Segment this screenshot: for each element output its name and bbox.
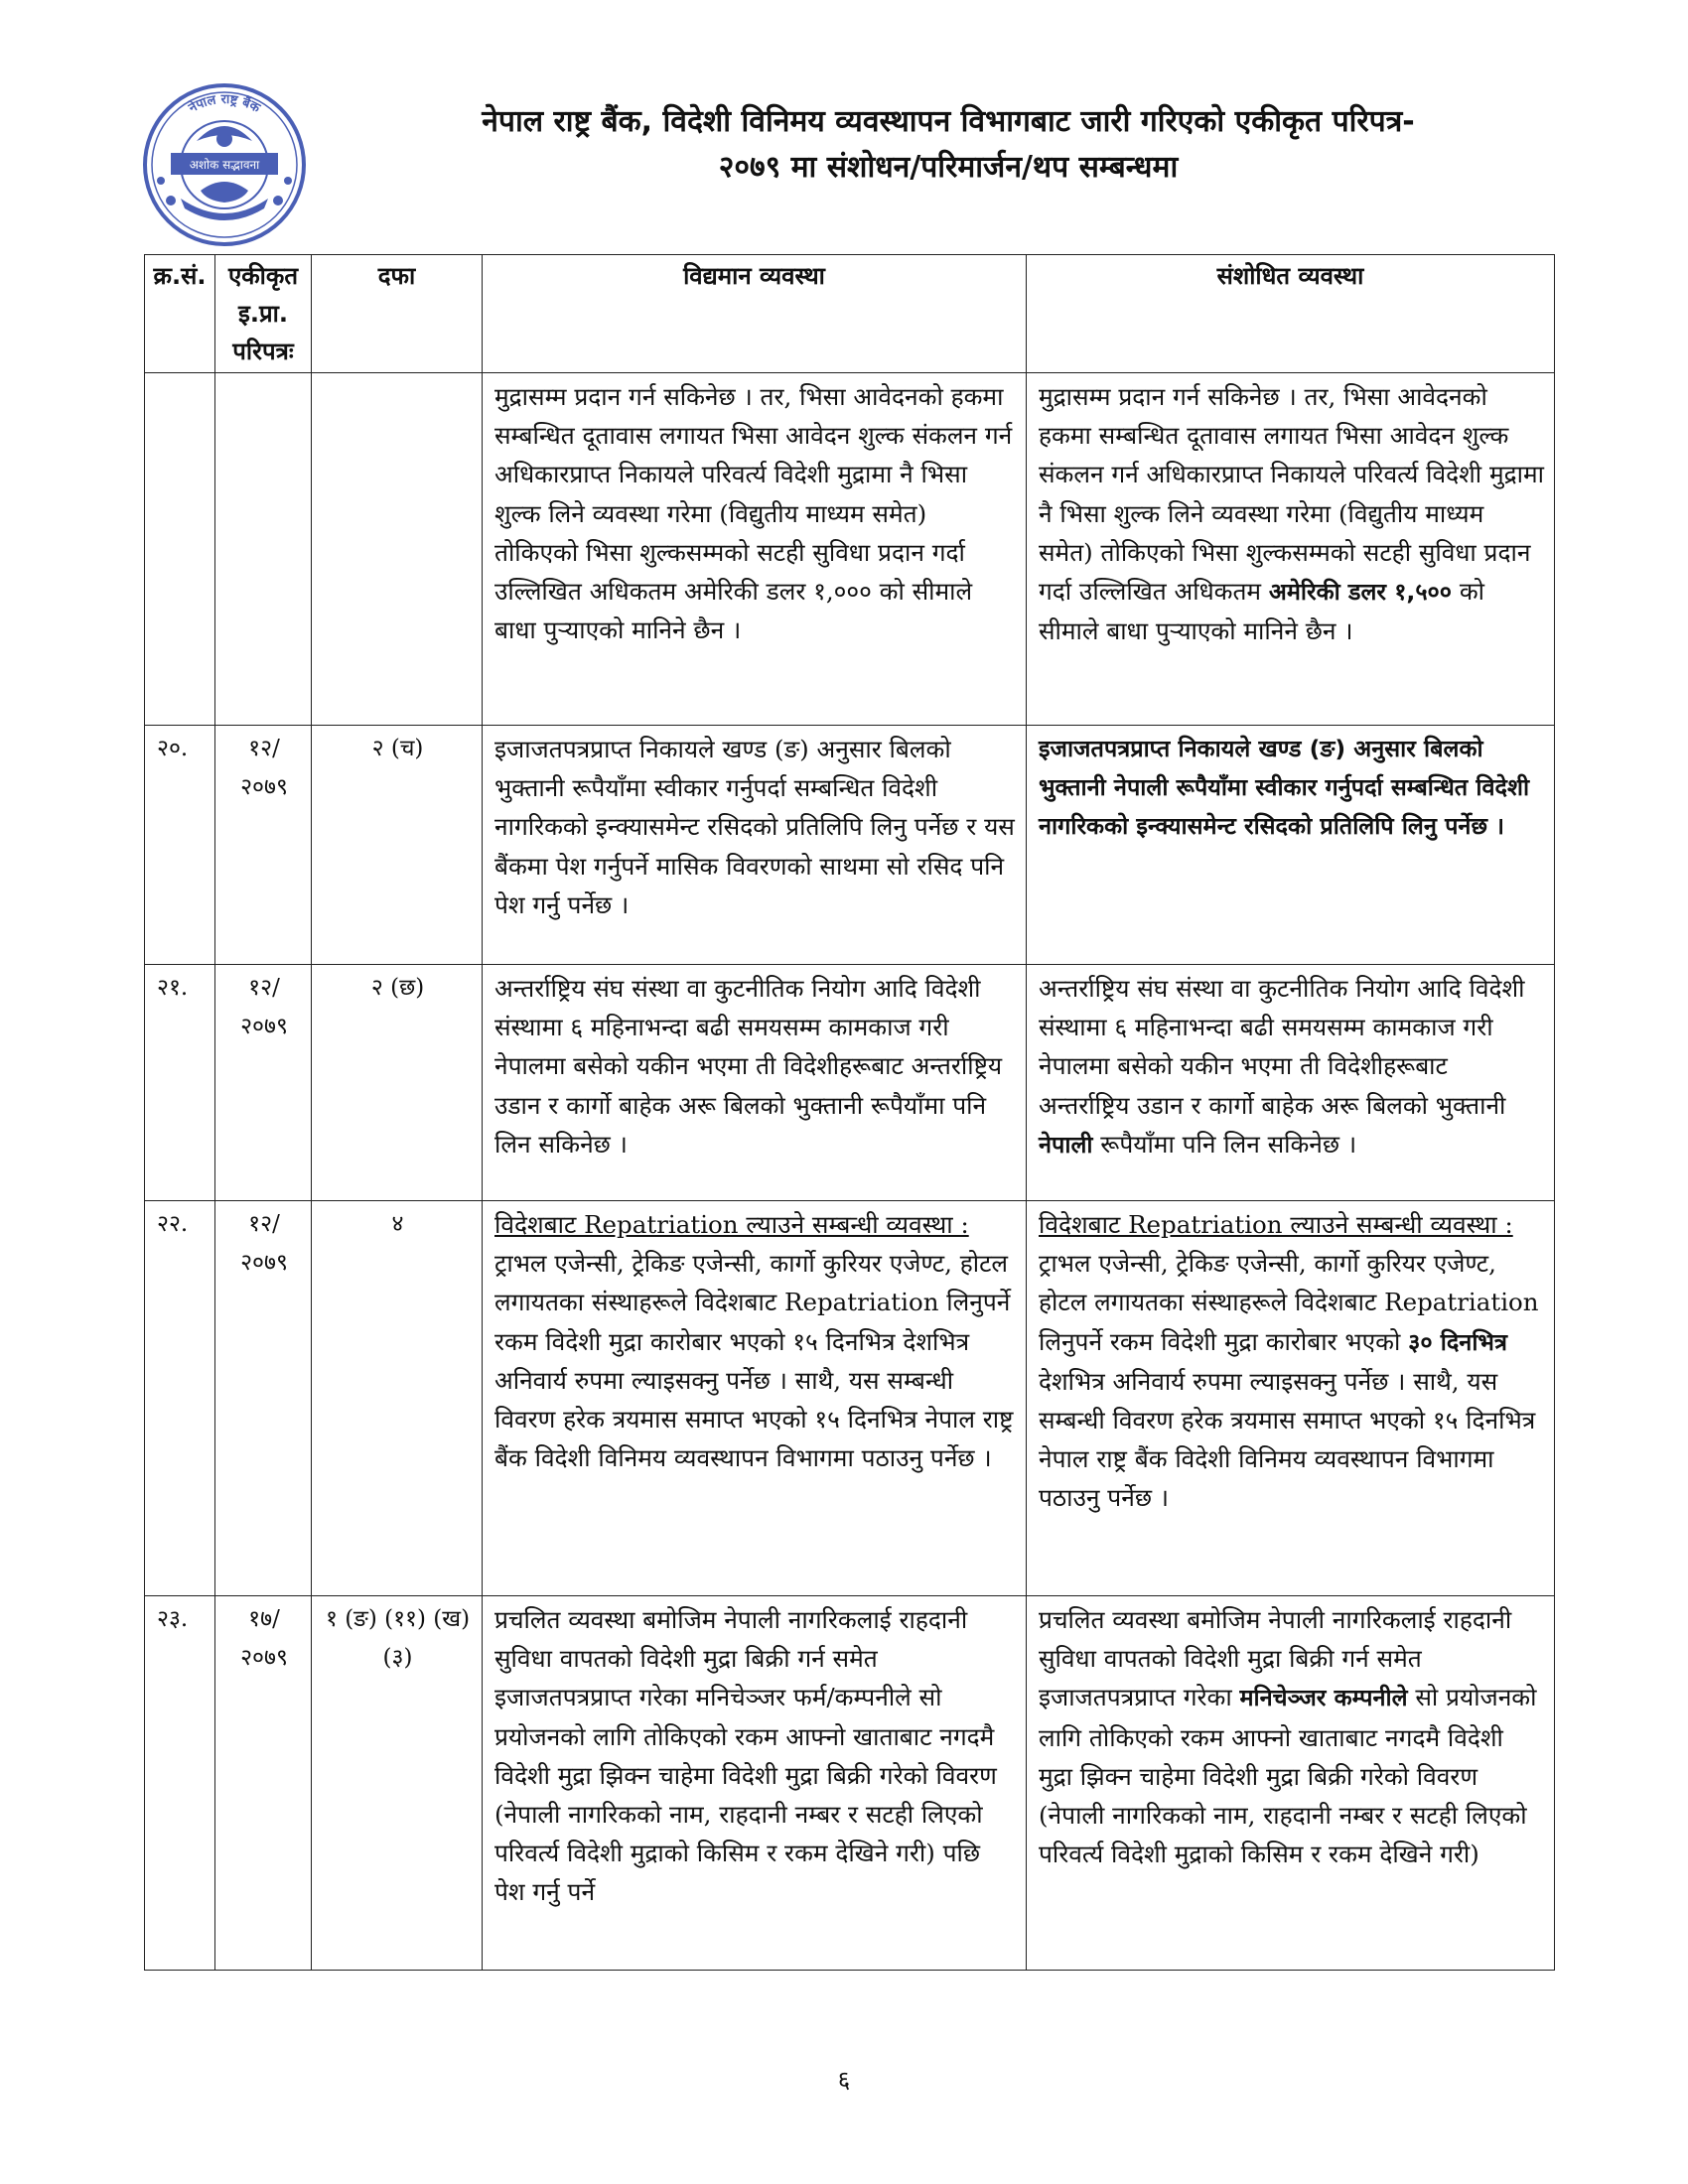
header-clause: दफा — [312, 255, 483, 373]
amended-highlight: ३० दिनभित्र — [1408, 1327, 1507, 1356]
section-heading: विदेशबाट Repatriation ल्याउने सम्बन्धी व्यवस्था : — [494, 1210, 969, 1239]
existing-cell: प्रचलित व्यवस्था बमोजिम नेपाली नागरिकलाई राहदानी सुविधा वापतको विदेशी मुद्रा बिक्री गर्न समेत इजाजतपत्रप्राप्त गरेका मनिचेञ्जर फर्म/कम्पनीले सो प्रयोजनको लागि तोकिएको रकम आफ्नो खाताबाट नगदमै विदेशी मुद्रा झिक्न चाहेमा विदेशी मुद्रा बिक्री गरेको विवरण (नेपाली नागरिकको नाम, राहदानी नम्बर र सटही लिएको परिवर्त्य विदेशी मुद्राको किसिम र रकम देखिने गरी) पछि पेश गर्नु पर्ने — [483, 1596, 1027, 1971]
row-circular: १७/ २०७९ — [215, 1596, 312, 1971]
table-row — [145, 1201, 1555, 1596]
amended-cell: मुद्रासम्म प्रदान गर्न सकिनेछ । तर, भिसा आवेदनको हकमा सम्बन्धित दूतावास लगायत भिसा आवेदन शुल्क संकलन गर्न अधिकारप्राप्त निकायले परिवर्त्य विदेशी मुद्रामा नै भिसा शुल्क लिने व्यवस्था गरेमा (विद्युतीय माध्यम समेत) तोकिएको भिसा शुल्कसम्मको सटही सुविधा प्रदान गर्दा उल्लिखित अधिकतम अमेरिकी डलर १,५०० को सीमाले बाधा पुऱ्याएको मानिने छैन । — [1027, 373, 1555, 726]
row-sn: २०. — [145, 726, 215, 965]
row-circular: १२/ २०७९ — [215, 965, 312, 1201]
svg-text:नेपाल राष्ट्र बैंक — [185, 92, 263, 116]
table-row — [145, 373, 1555, 726]
row-clause: १ (ङ) (११) (ख) (३) — [312, 1596, 483, 1971]
amended-highlight: अमेरिकी डलर १,५०० — [1268, 578, 1453, 607]
amended-cell: विदेशबाट Repatriation ल्याउने सम्बन्धी व्यवस्था : ट्राभल एजेन्सी, ट्रेकिङ एजेन्सी, कार्गो कुरियर एजेण्ट, होटल लगायतका संस्थाहरूले विदेशबाट Repatriation लिनुपर्ने रकम विदेशी मुद्रा कारोबार भएको ३० दिनभित्र देशभित्र अनिवार्य रुपमा ल्याइसक्नु पर्नेछ । साथै, यस सम्बन्धी विवरण हरेक त्रयमास समाप्त भएको १५ दिनभित्र नेपाल राष्ट्र बैंक विदेशी विनिमय व्यवस्थापन विभागमा पठाउनु पर्नेछ । — [1027, 1201, 1555, 1596]
amended-cell: प्रचलित व्यवस्था बमोजिम नेपाली नागरिकलाई राहदानी सुविधा वापतको विदेशी मुद्रा बिक्री गर्न समेत इजाजतपत्रप्राप्त गरेका मनिचेञ्जर कम्पनीले सो प्रयोजनको लागि तोकिएको रकम आफ्नो खाताबाट नगदमै विदेशी मुद्रा झिक्न चाहेमा विदेशी मुद्रा बिक्री गरेको विवरण (नेपाली नागरिकको नाम, राहदानी नम्बर र सटही लिएको परिवर्त्य विदेशी मुद्राको किसिम र रकम देखिने गरी) — [1027, 1596, 1555, 1971]
row-circular: १२/ २०७९ — [215, 1201, 312, 1596]
amended-highlight: नेपाली — [1039, 1130, 1093, 1159]
row-circular: १२/ २०७९ — [215, 726, 312, 965]
existing-cell: इजाजतपत्रप्राप्त निकायले खण्ड (ङ) अनुसार बिलको भुक्तानी रूपैयाँमा स्वीकार गर्नुपर्दा सम्बन्धित विदेशी नागरिकको इन्क्यासमेन्ट रसिदको प्रतिलिपि लिनु पर्नेछ र यस बैंकमा पेश गर्नुपर्ने मासिक विवरणको साथमा सो रसिद पनि पेश गर्नु पर्नेछ । — [483, 726, 1027, 965]
table-row — [145, 726, 1555, 965]
row-sn: २१. — [145, 965, 215, 1201]
table-row — [145, 1596, 1555, 1971]
amended-cell: इजाजतपत्रप्राप्त निकायले खण्ड (ङ) अनुसार बिलको भुक्तानी नेपाली रूपैयाँमा स्वीकार गर्नुपर्दा सम्बन्धित विदेशी नागरिकको इन्क्यासमेन्ट रसिदको प्रतिलिपि लिनु पर्नेछ । — [1027, 726, 1555, 965]
row-clause: ४ — [312, 1201, 483, 1596]
row-clause: २ (छ) — [312, 965, 483, 1201]
title-line-1: नेपाल राष्ट्र बैंक, विदेशी विनिमय व्यवस्थापन विभागबाट जारी गरिएको एकीकृत परिपत्र- — [482, 104, 1415, 139]
table-header-row — [145, 255, 1555, 373]
table-row — [145, 965, 1555, 1201]
logo-banner-text: अशोक सद्भावना — [189, 158, 260, 172]
amended-cell: अन्तर्राष्ट्रिय संघ संस्था वा कुटनीतिक नियोग आदि विदेशी संस्थामा ६ महिनाभन्दा बढी समयसम्म कामकाज गरी नेपालमा बसेको यकीन भएमा ती विदेशीहरूबाट अन्तर्राष्ट्रिय उडान र कार्गो बाहेक अरू बिलको भुक्तानी नेपाली रूपैयाँमा पनि लिन सकिनेछ । — [1027, 965, 1555, 1201]
amendment-table — [144, 254, 1555, 1971]
header-amended: संशोधित व्यवस्था — [1027, 255, 1555, 373]
existing-cell: अन्तर्राष्ट्रिय संघ संस्था वा कुटनीतिक नियोग आदि विदेशी संस्थामा ६ महिनाभन्दा बढी समयसम्म कामकाज गरी नेपालमा बसेको यकीन भएमा ती विदेशीहरूबाट अन्तर्राष्ट्रिय उडान र कार्गो बाहेक अरू बिलको भुक्तानी रूपैयाँमा पनि लिन सकिनेछ । — [483, 965, 1027, 1201]
row-sn: २२. — [145, 1201, 215, 1596]
header-sn: क्र.सं. — [145, 255, 215, 373]
existing-cell: मुद्रासम्म प्रदान गर्न सकिनेछ । तर, भिसा आवेदनको हकमा सम्बन्धित दूतावास लगायत भिसा आवेदन शुल्क संकलन गर्न अधिकारप्राप्त निकायले परिवर्त्य विदेशी मुद्रामा नै भिसा शुल्क लिने व्यवस्था गरेमा (विद्युतीय माध्यम समेत) तोकिएको भिसा शुल्कसम्मको सटही सुविधा प्रदान गर्दा उल्लिखित अधिकतम अमेरिकी डलर १,००० को सीमाले बाधा पुऱ्याएको मानिने छैन । — [483, 373, 1027, 726]
row-clause: २ (च) — [312, 726, 483, 965]
row-sn: २३. — [145, 1596, 215, 1971]
header-existing: विद्यमान व्यवस्था — [483, 255, 1027, 373]
section-heading: विदेशबाट Repatriation ल्याउने सम्बन्धी व्यवस्था : — [1039, 1210, 1513, 1239]
header-circular: एकीकृत इ.प्रा. परिपत्रः — [215, 255, 312, 373]
logo-top-text: नेपाल राष्ट्र बैंक — [186, 91, 263, 116]
nrb-logo-icon — [141, 81, 308, 248]
existing-cell: विदेशबाट Repatriation ल्याउने सम्बन्धी व्यवस्था : ट्राभल एजेन्सी, ट्रेकिङ एजेन्सी, कार्गो कुरियर एजेण्ट, होटल लगायतका संस्थाहरूले विदेशबाट Repatriation लिनुपर्ने रकम विदेशी मुद्रा कारोबार भएको १५ दिनभित्र देशभित्र अनिवार्य रुपमा ल्याइसक्नु पर्नेछ । साथै, यस सम्बन्धी विवरण हरेक त्रयमास समाप्त भएको १५ दिनभित्र नेपाल राष्ट्र बैंक विदेशी विनिमय व्यवस्थापन विभागमा पठाउनु पर्नेछ । — [483, 1201, 1027, 1596]
document-title — [357, 99, 1539, 191]
amended-highlight: मनिचेञ्जर कम्पनीले — [1239, 1684, 1408, 1712]
page-number: ६ — [837, 2066, 851, 2094]
title-line-2: २०७९ मा संशोधन/परिमार्जन/थप सम्बन्धमा — [718, 150, 1179, 185]
